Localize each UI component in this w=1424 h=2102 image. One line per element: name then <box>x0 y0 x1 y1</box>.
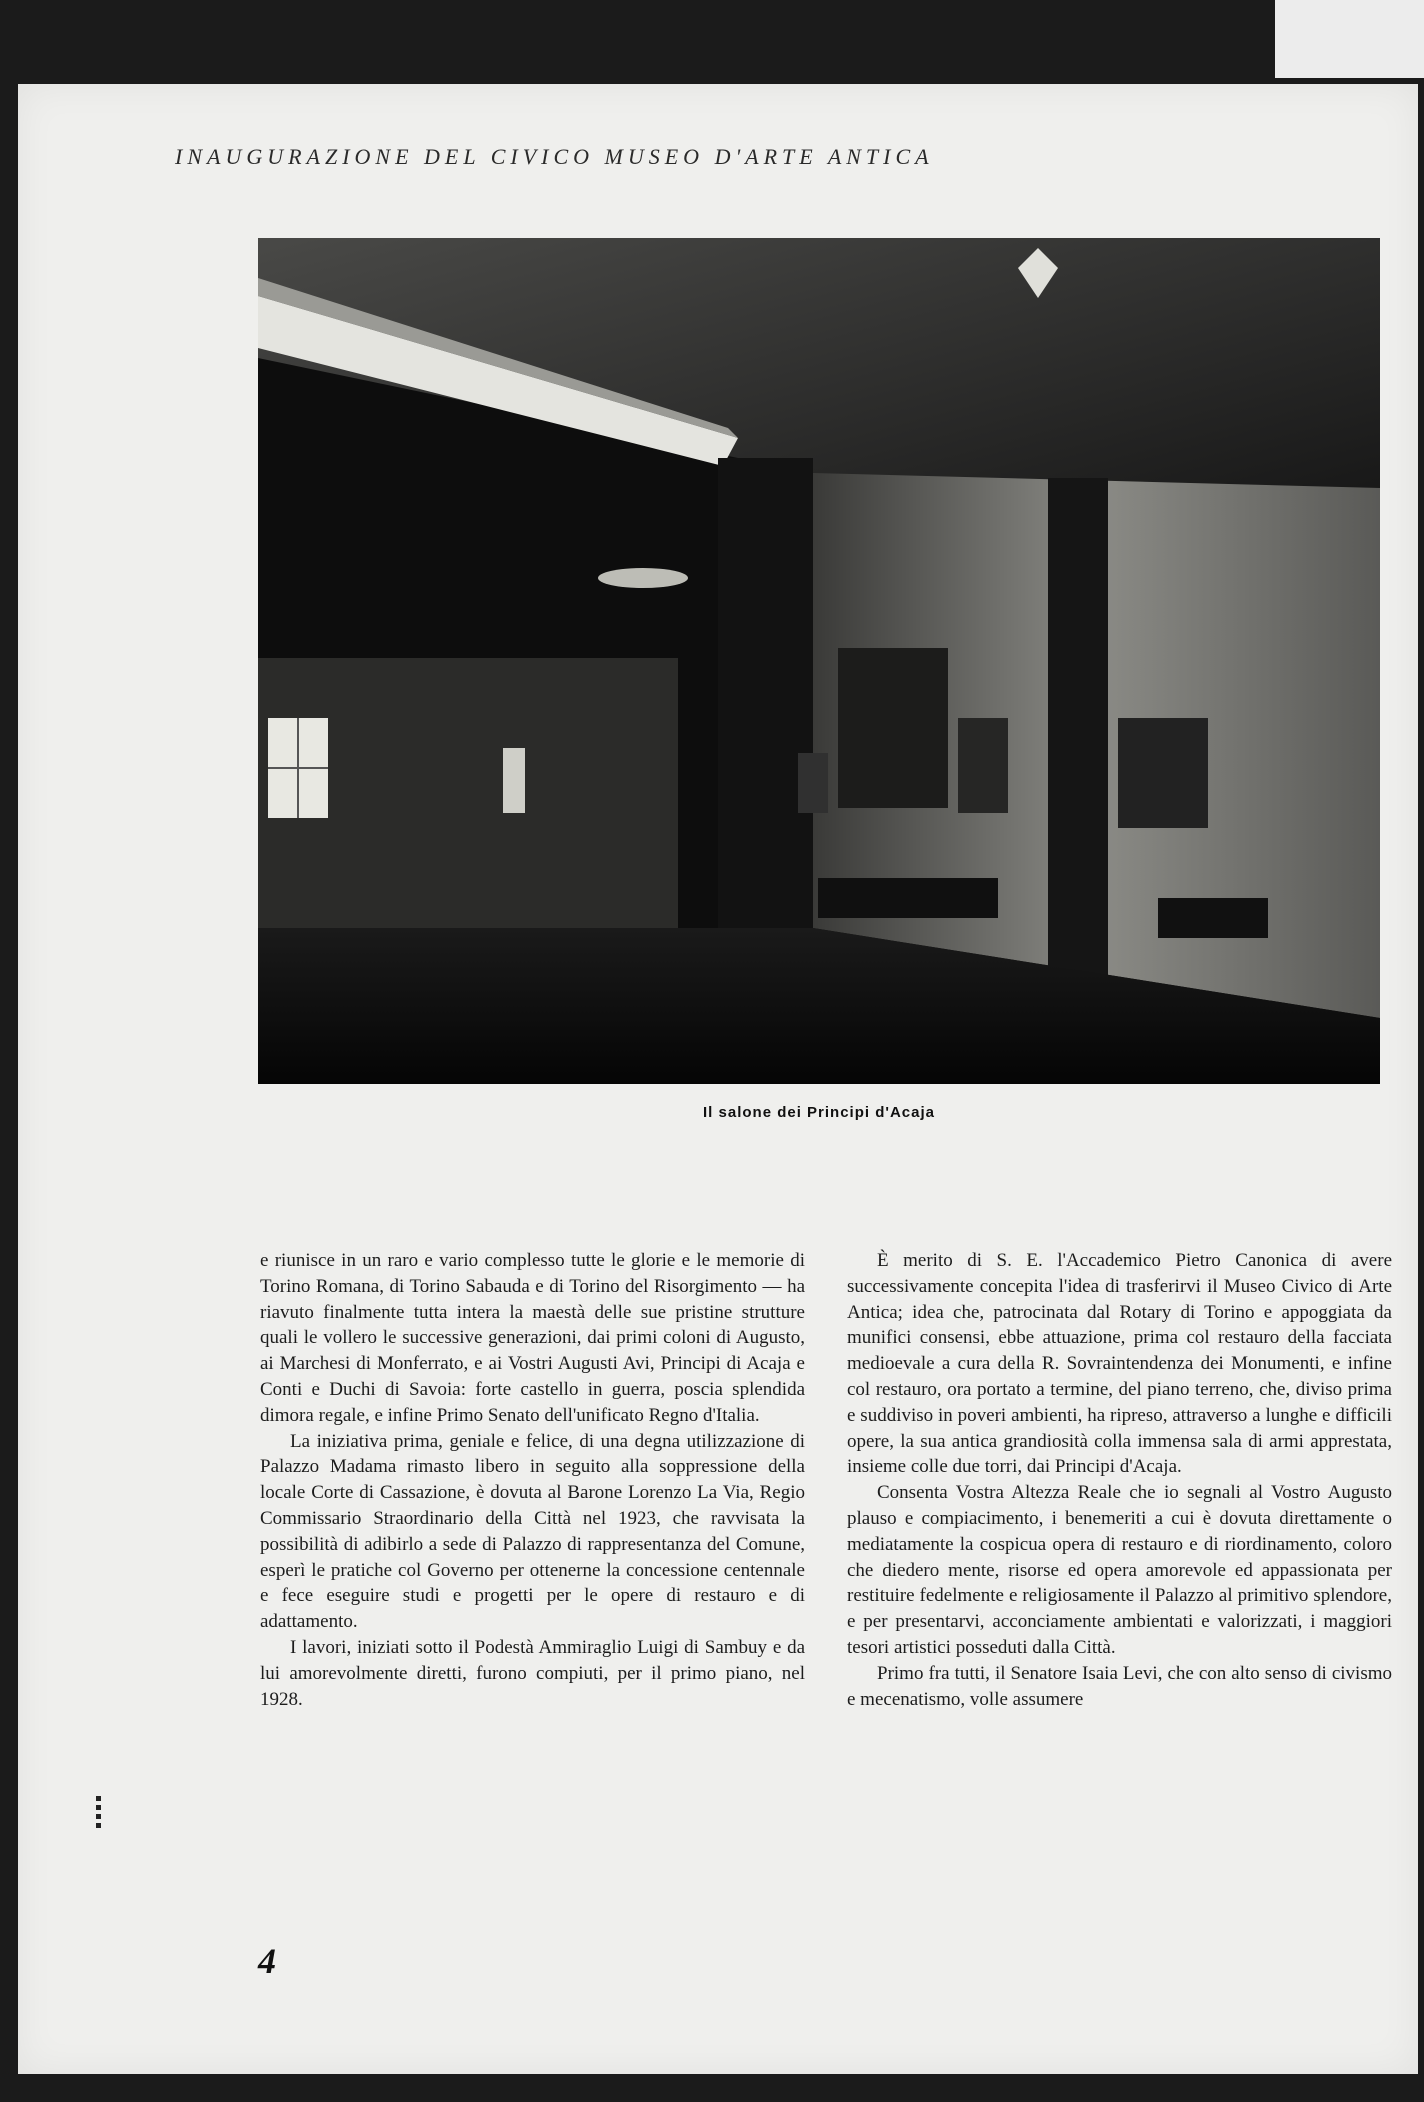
figure-caption: Il salone dei Principi d'Acaja <box>703 1104 935 1121</box>
text-column-left <box>260 1248 805 1712</box>
scan-border <box>1275 0 1424 78</box>
paragraph: I lavori, iniziati sotto il Podestà Ammiraglio Luigi di Sambuy e da lui amorevolmente diretti, furono compiuti, per il primo piano, nel 1928. <box>260 1636 805 1710</box>
paragraph: e riunisce in un raro e vario complesso tutte le glorie e le memorie di Torino Romana, di Torino Sabauda e di Torino del Risorgimento — ha riavuto finalmente tutta intera la maestà delle sue pristine strutture quali le vollero le successive generazioni, dai primi coloni di Augusto, ai Marchesi di Monferrato, e ai Vostri Augusti Avi, Principi di Acaja e Conti e Duchi di Savoia: forte castello in guerra, poscia splendida dimora regale, e infine Primo Senato dell'unificato Regno d'Italia. <box>260 1250 805 1426</box>
museum-hall-photo <box>258 238 1380 1084</box>
paragraph: È merito di S. E. l'Accademico Pietro Canonica di avere successivamente concepita l'idea di trasferirvi il Museo Civico di Arte Antica; idea che, patrocinata dal Rotary di Torino e appoggiata da munifici consensi, ebbe attuazione, prima col restauro della facciata medioevale a cura della R. Sovraintendenza dei Monumenti, e infine col restauro, ora portato a termine, del piano terreno, che, diviso prima e suddiviso in poveri ambienti, ha ripreso, attraverso a lunghe e difficili opere, la sua antica grandiosità colla immensa sala di armi apprestata, insieme colle due torri, dai Principi d'Acaja. <box>847 1250 1392 1478</box>
margin-mark <box>96 1796 101 1830</box>
paragraph: La iniziativa prima, geniale e felice, di una degna utilizzazione di Palazzo Madama rimasto libero in seguito alla soppressione della locale Corte di Cassazione, è dovuta al Barone Lorenzo La Via, Regio Commissario Straordinario della Città nel 1923, che ravvisata la possibilità di adibirlo a sede di Palazzo di rappresentanza del Comune, esperì le pratiche col Governo per ottenerne la concessione centennale e fece eseguire studi e progetti per le opere di restauro e di adattamento. <box>260 1430 805 1633</box>
page-number: 4 <box>258 1941 276 1981</box>
running-title: INAUGURAZIONE DEL CIVICO MUSEO D'ARTE ANTICA <box>175 144 934 169</box>
paragraph: Primo fra tutti, il Senatore Isaia Levi, che con alto senso di civismo e mecenatismo, volle assumere <box>847 1662 1392 1710</box>
text-column-right <box>847 1248 1392 1712</box>
paragraph: Consenta Vostra Altezza Reale che io segnali al Vostro Augusto plauso e compiacimento, i benemeriti a cui è dovuta direttamente o mediatamente la cospicua opera di restauro e di riordinamento, coloro che diedero mente, risorse ed opera amorevole ed appassionata per restituire fedelmente e religiosamente il Palazzo al primitivo splendore, e per presentarvi, acconciamente ambientati e valorizzati, i maggiori tesori artistici posseduti dalla Città. <box>847 1482 1392 1658</box>
